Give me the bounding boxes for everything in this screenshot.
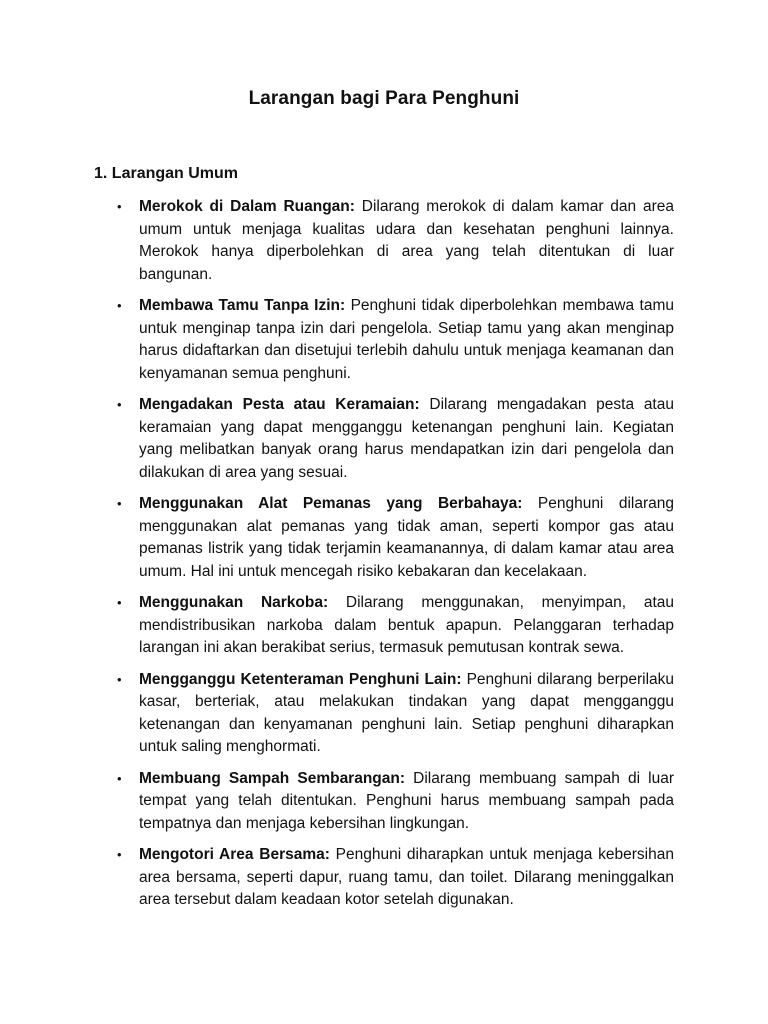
- rule-item: [117, 295, 674, 385]
- bullet-icon: •: [117, 496, 122, 511]
- rule-name: Merokok di Dalam Ruangan:: [139, 198, 362, 215]
- rule-item: [117, 669, 674, 759]
- rule-name: Membawa Tamu Tanpa Izin:: [139, 297, 351, 314]
- bullet-icon: •: [117, 298, 122, 313]
- rule-text: Penghuni dilarang berperilaku kasar, berteriak, atau melakukan tindakan yang dapat mengganggu ketenangan dan kenyamanan penghuni lain. Setiap penghuni diharapkan untuk saling menghormati.: [139, 670, 675, 755]
- rules-list: [117, 196, 674, 921]
- rule-text: Penghuni diharapkan untuk menjaga kebersihan area bersama, seperti dapur, ruang tamu, dan toilet. Dilarang meninggalkan area tersebut dalam keadaan kotor setelah digunakan.: [139, 846, 674, 908]
- rule-item: [117, 768, 674, 836]
- rule-name: Mengadakan Pesta atau Keramaian:: [139, 396, 430, 413]
- bullet-icon: •: [117, 595, 122, 610]
- bullet-icon: •: [117, 770, 122, 786]
- rule-text: Penghuni tidak diperbolehkan membawa tamu untuk menginap tanpa izin dari pengelola. Setiap tamu yang akan menginap harus didaftarkan dan disetujui terlebih dahulu untuk menjaga keamanan dan kenyamanan semua penghuni.: [139, 297, 675, 382]
- document-title: Larangan bagi Para Penghuni: [248, 88, 520, 109]
- rule-text: Dilarang merokok di dalam kamar dan area umum untuk menjaga kualitas udara dan kesehatan penghuni lainnya. Merokok hanya diperbolehkan di area yang telah ditentukan di luar bangunan.: [139, 198, 674, 283]
- bullet-icon: •: [117, 847, 122, 862]
- rule-text: Penghuni dilarang menggunakan alat pemanas yang tidak aman, seperti kompor gas atau pemanas listrik yang tidak terjamin keamanannya, di dalam kamar atau area umum. Hal ini untuk mencegah risiko kebakaran dan kecelakaan.: [139, 495, 674, 580]
- rule-name: Menggunakan Narkoba:: [139, 594, 346, 611]
- rule-name: Menggunakan Alat Pemanas yang Berbahaya:: [139, 495, 538, 512]
- rule-item: [117, 493, 674, 583]
- rule-text: Dilarang menggunakan, menyimpan, atau mendistribusikan narkoba dalam bentuk apapun. Pelanggaran terhadap larangan ini akan berakibat serius, termasuk pemutusan kontrak sewa.: [139, 594, 674, 656]
- rule-text: Dilarang membuang sampah di luar tempat yang telah ditentukan. Penghuni harus membuang sampah pada tempatnya dan menjaga kebersihan lingkungan.: [139, 769, 674, 832]
- rule-item: [117, 394, 674, 484]
- rule-item: [117, 844, 674, 912]
- rule-item: [117, 592, 674, 660]
- rule-name: Mengotori Area Bersama:: [139, 846, 336, 863]
- bullet-icon: •: [117, 397, 122, 412]
- rule-name: Mengganggu Ketenteraman Penghuni Lain:: [139, 670, 467, 688]
- bullet-icon: •: [117, 199, 122, 214]
- bullet-icon: •: [117, 671, 122, 687]
- rule-name: Membuang Sampah Sembarangan:: [139, 769, 414, 787]
- section-heading: 1. Larangan Umum: [94, 165, 239, 182]
- rule-text: Dilarang mengadakan pesta atau keramaian yang dapat mengganggu ketenangan penghuni lain. Kegiatan yang melibatkan banyak orang harus mendapatkan izin dari pengelola dan dilakukan di area yang sesuai.: [139, 396, 674, 481]
- rule-item: [117, 196, 674, 286]
